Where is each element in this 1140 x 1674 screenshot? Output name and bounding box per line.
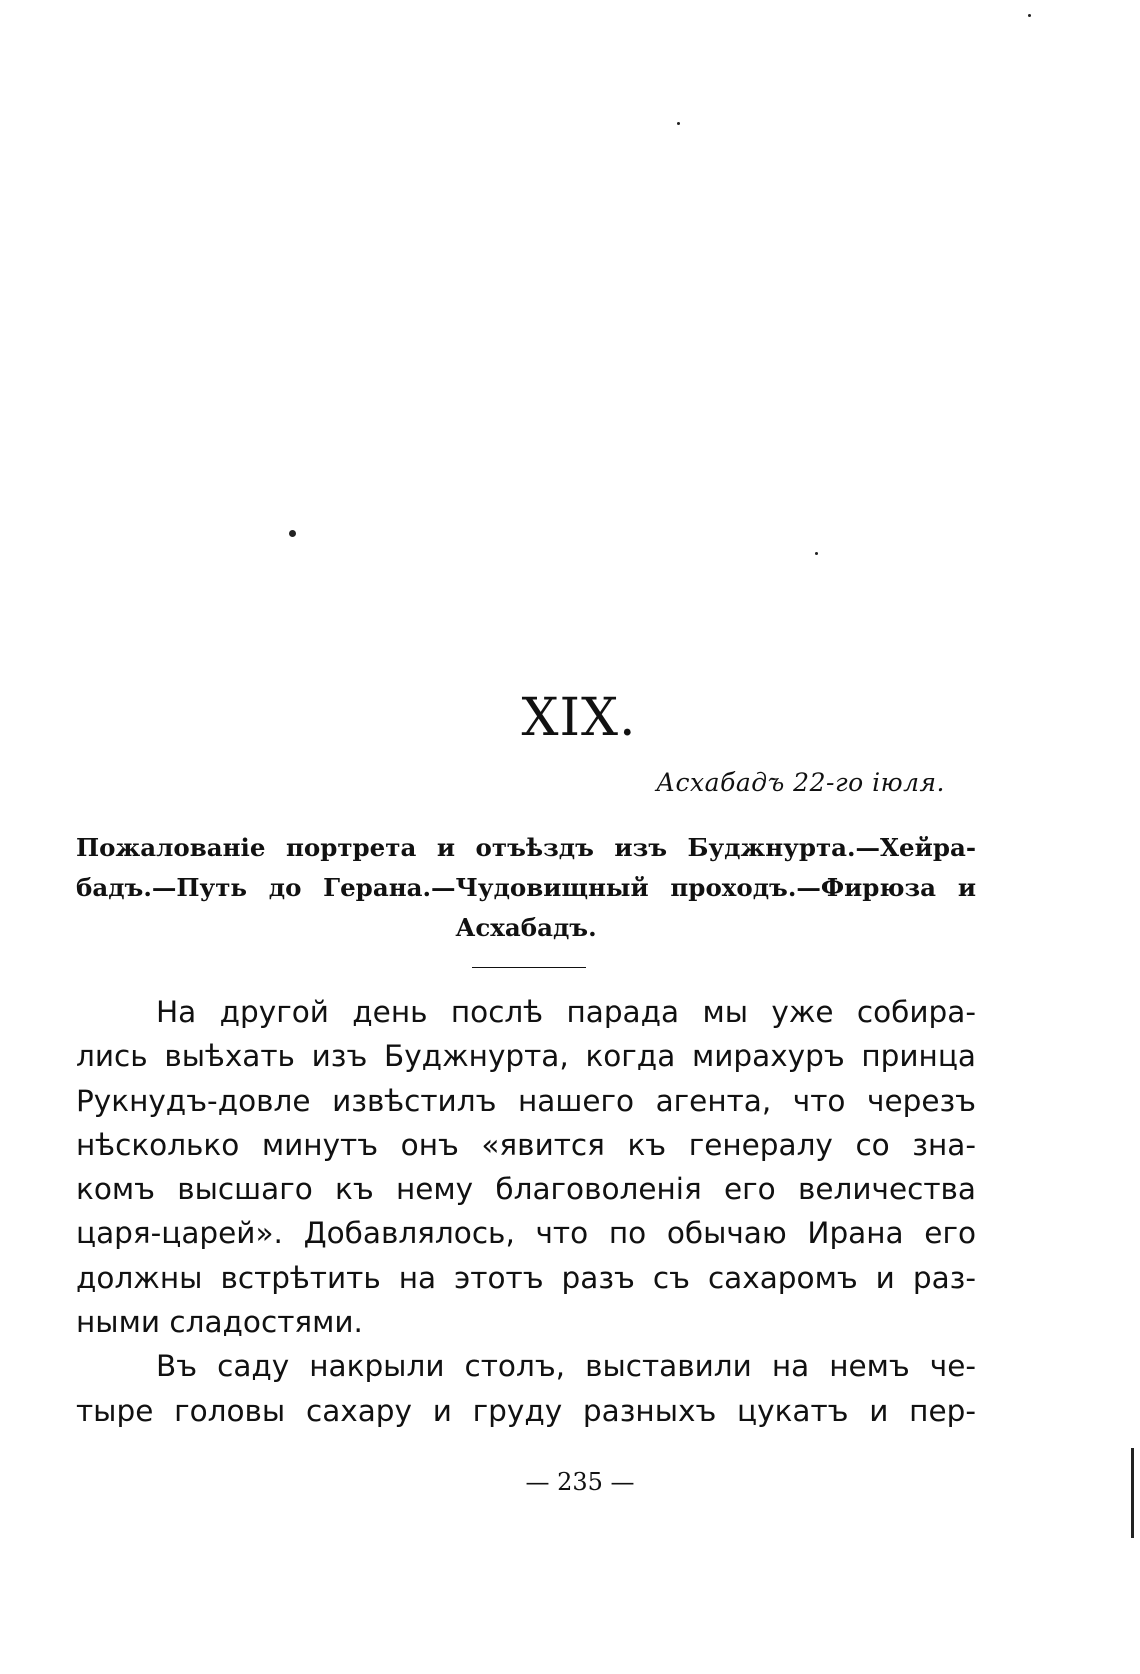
paragraph-line: тыре головы сахару и груду разныхъ цукатъ и пер-	[76, 1393, 976, 1428]
paragraph-line: Рукнудъ-довле извѣстилъ нашего агента, что черезъ	[76, 1083, 976, 1118]
paragraph-line: На другой день послѣ парада мы уже собира-	[156, 995, 976, 1029]
chapter-number: XIX.	[521, 688, 637, 748]
paragraph-line: должны встрѣтить на этотъ разъ съ сахаромъ и раз-	[76, 1260, 976, 1295]
summary-line: Асхабадъ.	[455, 913, 597, 942]
place-date: Асхабадъ 22-го іюля.	[656, 768, 945, 797]
ink-speck	[815, 552, 818, 555]
paragraph-line: Въ саду накрыли столъ, выставили на немъ че-	[156, 1349, 976, 1384]
page-number: — 235 —	[525, 1468, 635, 1496]
paragraph-line: царя-царей». Добавлялось, что по обычаю Ирана его	[76, 1216, 976, 1251]
paragraph-line: лись выѣхать изъ Буджнурта, когда мирахуръ принца	[76, 1039, 976, 1074]
ink-speck	[289, 530, 296, 537]
ink-speck	[677, 122, 680, 125]
paragraph-line: комъ высшаго къ нему благоволенія его величества	[76, 1172, 976, 1207]
ink-speck	[1028, 14, 1031, 17]
chapter-summary	[76, 828, 976, 948]
section-divider	[472, 967, 586, 968]
summary-line: бадъ.—Путь до Герана.—Чудовищный проходъ.—Фирюза и	[76, 873, 976, 902]
summary-line: Пожалованіе портрета и отъѣздъ изъ Буджнурта.—Хейра-	[76, 833, 976, 862]
body-text	[76, 990, 976, 1433]
paragraph-line: ными сладостями.	[76, 1305, 363, 1340]
scan-edge-mark	[1131, 1448, 1134, 1538]
paragraph-line: нѣсколько минутъ онъ «явится къ генералу со зна-	[76, 1127, 976, 1162]
